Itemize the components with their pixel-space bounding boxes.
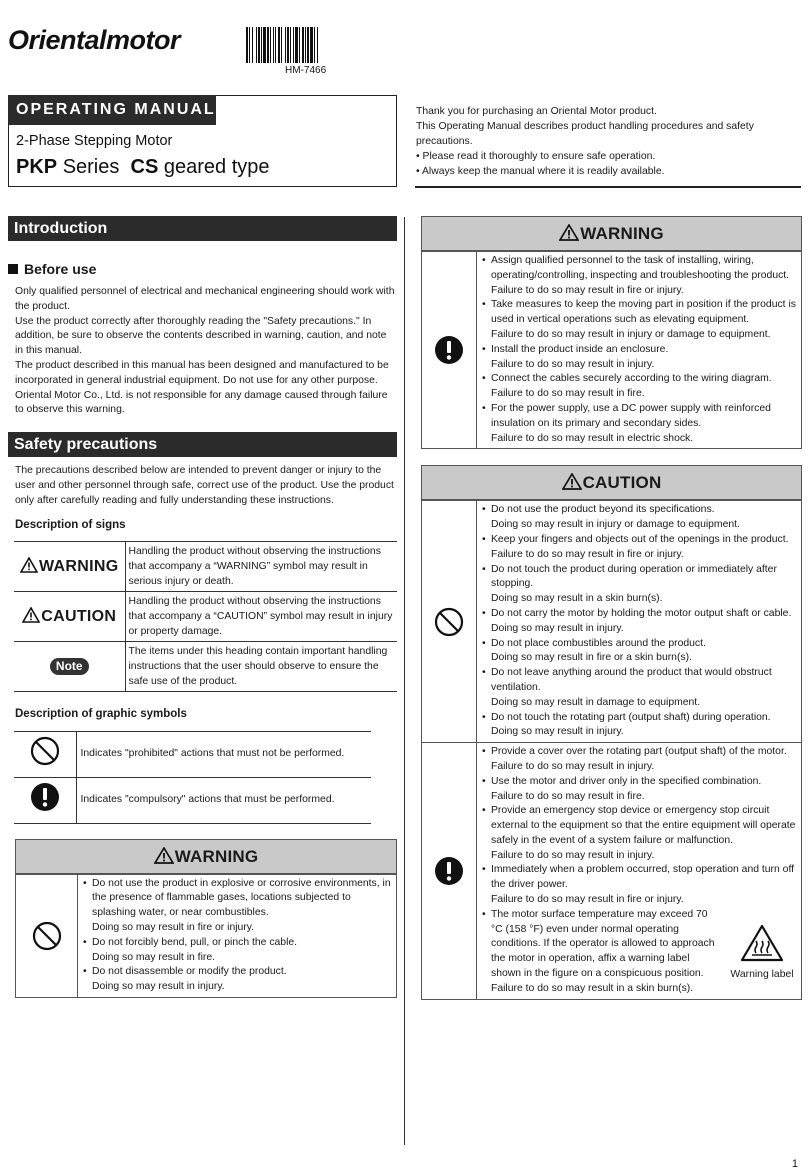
icon-cell: [422, 501, 477, 742]
hot-surface-icon: [740, 924, 784, 962]
consequence-text: Doing so may result in injury or damage to equipment.: [491, 519, 740, 531]
sign-description: Handling the product without observing the instructions that accompany a “CAUTION” symbol may result in injury or property damage.: [125, 591, 397, 641]
warning-box-right: [421, 216, 802, 449]
consequence-text: Doing so may result in fire.: [92, 951, 216, 963]
note-badge: Note: [50, 658, 89, 675]
sign-label: CAUTION: [41, 607, 117, 625]
consequence-text: Doing so may result in damage to equipment.: [491, 696, 701, 708]
right-column: [421, 216, 802, 1000]
list-item: • Take measures to keep the moving part in position if the product is used in vertical operations such as elevating equipment.: [482, 298, 798, 328]
list-item: • Do not use the product in explosive or corrosive environments, in the presence of flammable gases, locations subjected to splashing water, or near combustibles.: [83, 877, 393, 921]
consequence-text: Failure to do so may result in fire or injury.: [491, 548, 684, 560]
graphic-description: Indicates "prohibited" actions that must not be performed.: [76, 731, 371, 777]
list-item: • Provide a cover over the rotating part (output shaft) of the motor.: [482, 745, 798, 760]
caution-row-prohibited: [422, 500, 801, 742]
list-item: • Do not use the product beyond its specifications.: [482, 503, 798, 518]
series-prefix: PKP: [16, 156, 58, 178]
warning-sign: [14, 541, 125, 591]
brand-logo: Orientalmotor: [8, 25, 181, 55]
barcode: [246, 27, 366, 63]
list-item: • Use the motor and driver only in the specified combination.: [482, 775, 798, 790]
thanks-text: [416, 104, 806, 179]
list-item: • Immediately when a problem occurred, stop operation and turn off the driver power.: [482, 863, 798, 893]
page-number: 1: [791, 1158, 798, 1170]
table-row: [14, 777, 371, 823]
warning-title: WARNING: [174, 846, 259, 866]
consequence-text: Failure to do so may result in injury.: [491, 849, 655, 861]
warning-row: [16, 874, 396, 997]
list-item: • Do not forcibly bend, pull, or pinch the cable.: [83, 936, 393, 951]
safety-intro: The precautions described below are intended to prevent danger or injury to the user and other personnel through safe, correct use of the product. Use the product only after carefully reading and fully understanding these instructions.: [15, 465, 394, 506]
warning-row: [422, 251, 801, 448]
intro-paragraph: Use the product correctly after thoroughly reading the "Safety precautions." In addition, be sure to observe the contents described in warning, caution, and note in this manual.: [15, 315, 387, 357]
barcode-bar: [318, 27, 319, 63]
compulsory-icon: [434, 856, 464, 886]
manual-label: OPERATING MANUAL: [8, 95, 216, 125]
compulsory-icon: [30, 782, 60, 812]
prohibited-icon: [32, 921, 62, 951]
caution-title: CAUTION: [582, 473, 662, 493]
warning-label-caption: Warning label: [730, 968, 794, 980]
warning-box-header: [422, 217, 801, 251]
table-row: [14, 541, 397, 591]
list-item: • Install the product inside an enclosure.: [482, 343, 798, 358]
consequence-text: Failure to do so may result in fire.: [491, 790, 645, 802]
compulsory-cell: [14, 777, 76, 823]
warning-label-figure: [727, 924, 797, 983]
graphic-description: Indicates "compulsory" actions that must be performed.: [76, 777, 371, 823]
intro-paragraph: Only qualified personnel of electrical and mechanical engineering should work with the product.: [15, 286, 395, 312]
consequence-text: Doing so may result in injury.: [491, 622, 624, 634]
thanks-bullet: • Always keep the manual where it is readily available.: [416, 166, 665, 177]
left-column: [8, 216, 397, 998]
section-heading-safety: Safety precautions: [8, 432, 397, 457]
consequence-text: Doing so may result in fire or injury.: [92, 921, 255, 933]
warning-triangle-icon: [20, 557, 38, 573]
list-item: • Provide an emergency stop device or emergency stop circuit external to the equipment so that the entire equipment will operate safely in the event of a system failure or malfunction.: [482, 804, 798, 848]
type-prefix: CS: [130, 156, 159, 178]
warning-triangle-icon: [559, 224, 579, 241]
icon-cell: [422, 743, 477, 999]
consequence-text: Failure to do so may result in a skin burn(s).: [491, 982, 694, 994]
table-row: [14, 591, 397, 641]
consequence-text: Doing so may result in injury.: [92, 981, 225, 993]
consequence-text: Failure to do so may result in fire or injury.: [491, 284, 684, 296]
consequence-text: Failure to do so may result in injury or damage to equipment.: [491, 328, 771, 340]
caution-sign: [14, 591, 125, 641]
list-item: • Connect the cables securely according to the wiring diagram.: [482, 372, 798, 387]
caution-box-header: [422, 466, 801, 500]
before-use-heading: Before use: [8, 260, 397, 278]
type-rest: geared type: [163, 156, 270, 178]
column-divider: [404, 217, 405, 1145]
warning-box-left: [15, 839, 397, 998]
prohibited-cell: [14, 731, 76, 777]
document-code: HM-7466: [285, 65, 327, 76]
warning-text: [78, 875, 396, 997]
prohibited-icon: [30, 736, 60, 766]
list-item: • Do not place combustibles around the product.: [482, 637, 798, 652]
product-title: [16, 155, 270, 179]
prohibited-icon: [434, 607, 464, 637]
list-item: • Do not touch the rotating part (output shaft) during operation.: [482, 711, 798, 726]
sign-description: Handling the product without observing the instructions that accompany a “WARNING” symbol may result in serious injury or death.: [125, 541, 397, 591]
warning-triangle-icon: [154, 847, 174, 864]
divider: [415, 186, 801, 188]
thanks-line: Thank you for purchasing an Oriental Motor product.: [416, 106, 657, 117]
list-item: • Do not carry the motor by holding the motor output shaft or cable.: [482, 607, 798, 622]
sign-description: The items under this heading contain important handling instructions that the user should observe to ensure the safe use of the product.: [125, 641, 397, 691]
warning-text: [477, 252, 801, 448]
warning-title: WARNING: [580, 224, 664, 243]
sign-label: WARNING: [39, 557, 119, 575]
caution-triangle-icon: [22, 607, 40, 623]
intro-paragraph: The product described in this manual has been designed and manufactured to be incorporated in general industrial equipment. Do not use for any other purpose. Oriental Motor Co., Ltd. is not responsible for any damage caused through failure to observe this warning.: [15, 359, 389, 416]
list-item: • For the power supply, use a DC power supply with reinforced insulation on its primary and secondary sides.: [482, 402, 798, 432]
list-item: • Do not disassemble or modify the product.: [83, 965, 393, 980]
consequence-text: Failure to do so may result in electric shock.: [491, 432, 694, 444]
caution-text: [477, 501, 801, 742]
signs-table: [14, 541, 397, 692]
thanks-bullet: • Please read it thoroughly to ensure safe operation.: [416, 151, 656, 162]
series-word: Series: [62, 156, 120, 178]
consequence-text: Doing so may result in fire or a skin burn(s).: [491, 652, 692, 664]
consequence-text: Doing so may result in a skin burn(s).: [491, 593, 663, 605]
consequence-text: Failure to do so may result in injury.: [491, 358, 655, 370]
icon-cell: [16, 875, 78, 997]
caution-row-compulsory: [422, 742, 801, 999]
icon-cell: [422, 252, 477, 448]
list-item: • Assign qualified personnel to the task of installing, wiring, operating/controlling, inspecting and troubleshooting the product.: [482, 254, 798, 284]
signs-heading: Description of signs: [15, 518, 126, 531]
caution-box: [421, 465, 802, 999]
consequence-text: Doing so may result in injury.: [491, 726, 624, 738]
list-item: • Do not leave anything around the product that would obstruct ventilation.: [482, 666, 798, 696]
caution-text: [477, 743, 801, 999]
table-row: [14, 641, 397, 691]
graphic-symbols-table: [14, 731, 371, 824]
warning-box-header: [16, 840, 396, 874]
product-line: 2-Phase Stepping Motor: [16, 133, 173, 149]
consequence-text: Failure to do so may result in injury.: [491, 760, 655, 772]
table-row: [14, 731, 371, 777]
list-item: • The motor surface temperature may exceed 70 °C (158 °F) even under normal operating conditions. If the operator is allowed to approach the motor in operation, affix a warning label shown in the figure on a conspicuous position.: [482, 908, 722, 982]
caution-triangle-icon: [562, 473, 582, 490]
consequence-text: Failure to do so may result in fire.: [491, 388, 645, 400]
graphic-symbols-heading: Description of graphic symbols: [15, 707, 187, 720]
section-heading-introduction: Introduction: [8, 216, 397, 241]
compulsory-icon: [434, 335, 464, 365]
consequence-text: Failure to do so may result in fire or injury.: [491, 894, 684, 906]
list-item: • Keep your fingers and objects out of the openings in the product.: [482, 533, 798, 548]
thanks-line: This Operating Manual describes product handling procedures and safety precautions.: [416, 121, 754, 147]
note-sign: [14, 641, 125, 691]
list-item: • Do not touch the product during operation or immediately after stopping.: [482, 563, 798, 593]
